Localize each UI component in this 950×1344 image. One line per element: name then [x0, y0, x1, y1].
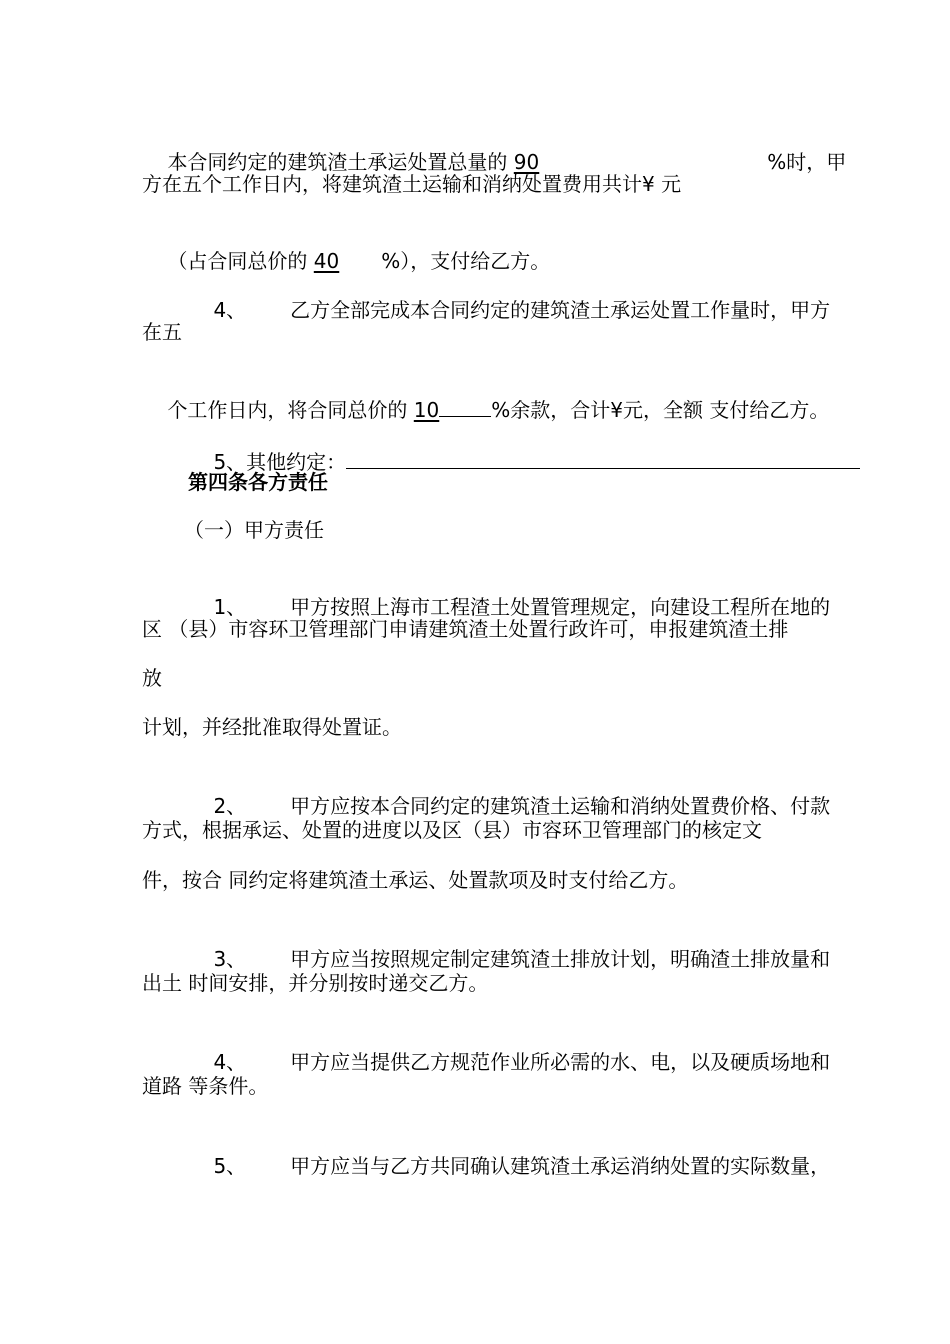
- text-segment: （占合同总价的: [167, 249, 314, 273]
- text-line: 方式，根据承运、处置的进度以及区（县）市容环卫管理部门的核定文: [142, 818, 762, 842]
- text-line: 区 （县）市容环卫管理部门申请建筑渣土处置行政许可，申报建筑渣土排: [142, 617, 789, 641]
- text-segment: 本合同约定的建筑渣土承运处置总量的: [167, 150, 514, 174]
- filled-value-90: 90: [513, 150, 540, 174]
- item-number: 2、: [213, 794, 247, 818]
- item-text: 甲方应当提供乙方规范作业所必需的水、电，以及硬质场地和: [290, 1050, 831, 1074]
- item-number: 1、: [213, 595, 247, 619]
- filled-value-40: 40: [313, 249, 340, 273]
- text-line: 件，按合 同约定将建筑渣土承运、处置款项及时支付给乙方。: [142, 868, 689, 892]
- text-line: 放: [142, 666, 162, 690]
- blank-fill-line: [346, 450, 860, 469]
- text-line: 道路 等条件。: [142, 1074, 269, 1098]
- text-line: 在五: [142, 320, 182, 344]
- clause-number: 4、: [213, 298, 247, 322]
- other-agreement-label: 5、其他约定：: [213, 450, 347, 474]
- item-number: 4、: [213, 1050, 247, 1074]
- filled-value-10: 10: [413, 398, 440, 422]
- subsection-heading: （一）甲方责任: [184, 518, 324, 542]
- text-segment: 个工作日内，将合同总价的: [167, 398, 414, 422]
- item-number: 5、: [213, 1154, 247, 1178]
- text-line: 出土 时间安排，并分别按时递交乙方。: [142, 971, 489, 995]
- text-segment: %余款，合计¥元，全额 支付给乙方。: [491, 398, 830, 422]
- clause-4: [188, 268, 830, 352]
- item-number: 3、: [213, 947, 247, 971]
- text-line: 计划，并经批准取得处置证。: [142, 715, 402, 739]
- item-4: [188, 1020, 830, 1104]
- item-5: [188, 1124, 830, 1208]
- text-line: 方在五个工作日内，将建筑渣土运输和消纳处置费用共计¥ 元: [142, 172, 682, 196]
- clause-text: 乙方全部完成本合同约定的建筑渣土承运处置工作量时，甲方: [290, 298, 831, 322]
- text-segment: %），支付给乙方。: [381, 249, 551, 273]
- section-heading: 第四条各方责任: [188, 470, 328, 494]
- item-text: 甲方应按本合同约定的建筑渣土运输和消纳处置费价格、付款: [290, 794, 831, 818]
- item-text: 甲方应当与乙方共同确认建筑渣土承运消纳处置的实际数量，: [290, 1154, 831, 1178]
- item-text: 甲方应当按照规定制定建筑渣土排放计划，明确渣土排放量和: [290, 947, 831, 971]
- text-segment: %时，甲: [767, 150, 847, 174]
- item-text: 甲方按照上海市工程渣土处置管理规定，向建设工程所在地的: [290, 595, 831, 619]
